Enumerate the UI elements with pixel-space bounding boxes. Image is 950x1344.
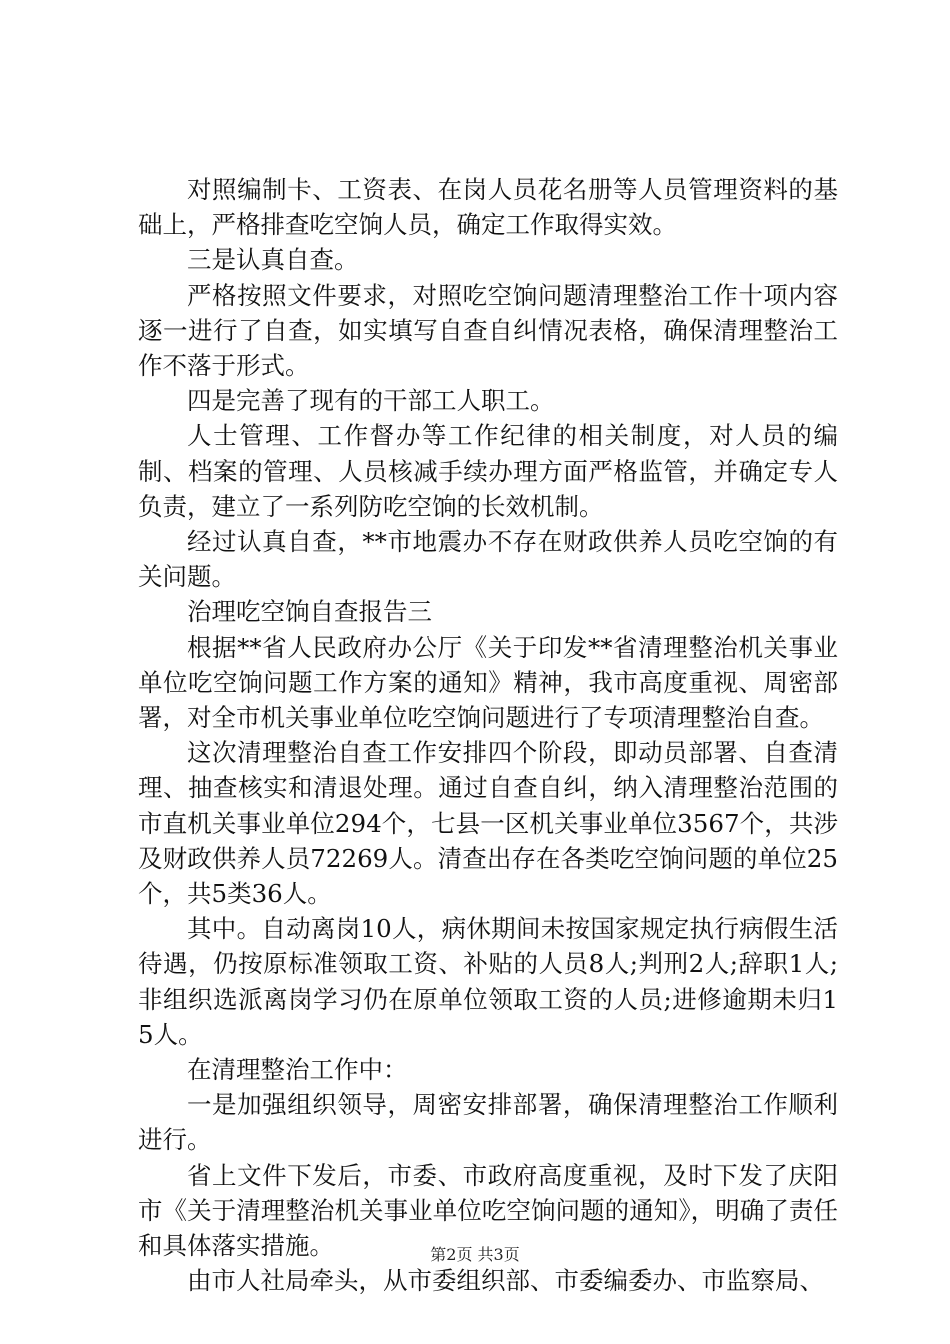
page-number-label: 第2页 共3页 xyxy=(430,1245,520,1264)
paragraph: 其中。自动离岗10人，病休期间未按国家规定执行病假生活待遇，仍按原标准领取工资、补贴的人员8人;判刑2人;辞职1人;非组织选派离岗学习仍在原单位领取工资的人员;进修逾期未归15人。 xyxy=(138,914,838,1049)
paragraph: 一是加强组织领导，周密安排部署，确保清理整治工作顺利进行。 xyxy=(138,1090,838,1155)
paragraph: 人士管理、工作督办等工作纪律的相关制度，对人员的编制、档案的管理、人员核减手续办理方面严格监管，并确定专人负责，建立了一系列防吃空饷的长效机制。 xyxy=(138,421,838,521)
paragraph: 经过认真自查，**市地震办不存在财政供养人员吃空饷的有关问题。 xyxy=(138,527,838,592)
paragraph: 严格按照文件要求，对照吃空饷问题清理整治工作十项内容逐一进行了自查，如实填写自查自纠情况表格，确保清理整治工作不落于形式。 xyxy=(138,280,838,381)
paragraph: 这次清理整治自查工作安排四个阶段，即动员部署、自查清理、抽查核实和清退处理。通过自查自纠，纳入清理整治范围的市直机关事业单位294个，七县一区机关事业单位3567个，共涉及财政供养人员72269人。清查出存在各类吃空饷问题的单位25个，共5类36人。 xyxy=(138,738,838,909)
paragraph: 由市人社局牵头，从市委组织部、市委编委办、市监察局、 xyxy=(187,1266,824,1296)
page-footer xyxy=(0,1242,950,1265)
paragraph: 在清理整治工作中： xyxy=(187,1055,408,1085)
paragraph: 四是完善了现有的干部工人职工。 xyxy=(187,386,555,416)
paragraph: 三是认真自查。 xyxy=(187,245,359,275)
document-body xyxy=(138,172,838,1299)
paragraph: 根据**省人民政府办公厅《关于印发**省清理整治机关事业单位吃空饷问题工作方案的通知》精神，我市高度重视、周密部署，对全市机关事业单位吃空饷问题进行了专项清理整治自查。 xyxy=(138,632,838,733)
paragraph: 省上文件下发后，市委、市政府高度重视，及时下发了庆阳市《关于清理整治机关事业单位吃空饷问题的通知》，明确了责任和具体落实措施。 xyxy=(138,1160,838,1261)
section-heading: 治理吃空饷自查报告三 xyxy=(187,597,432,627)
paragraph: 对照编制卡、工资表、在岗人员花名册等人员管理资料的基础上，严格排查吃空饷人员，确定工作取得实效。 xyxy=(138,175,838,240)
